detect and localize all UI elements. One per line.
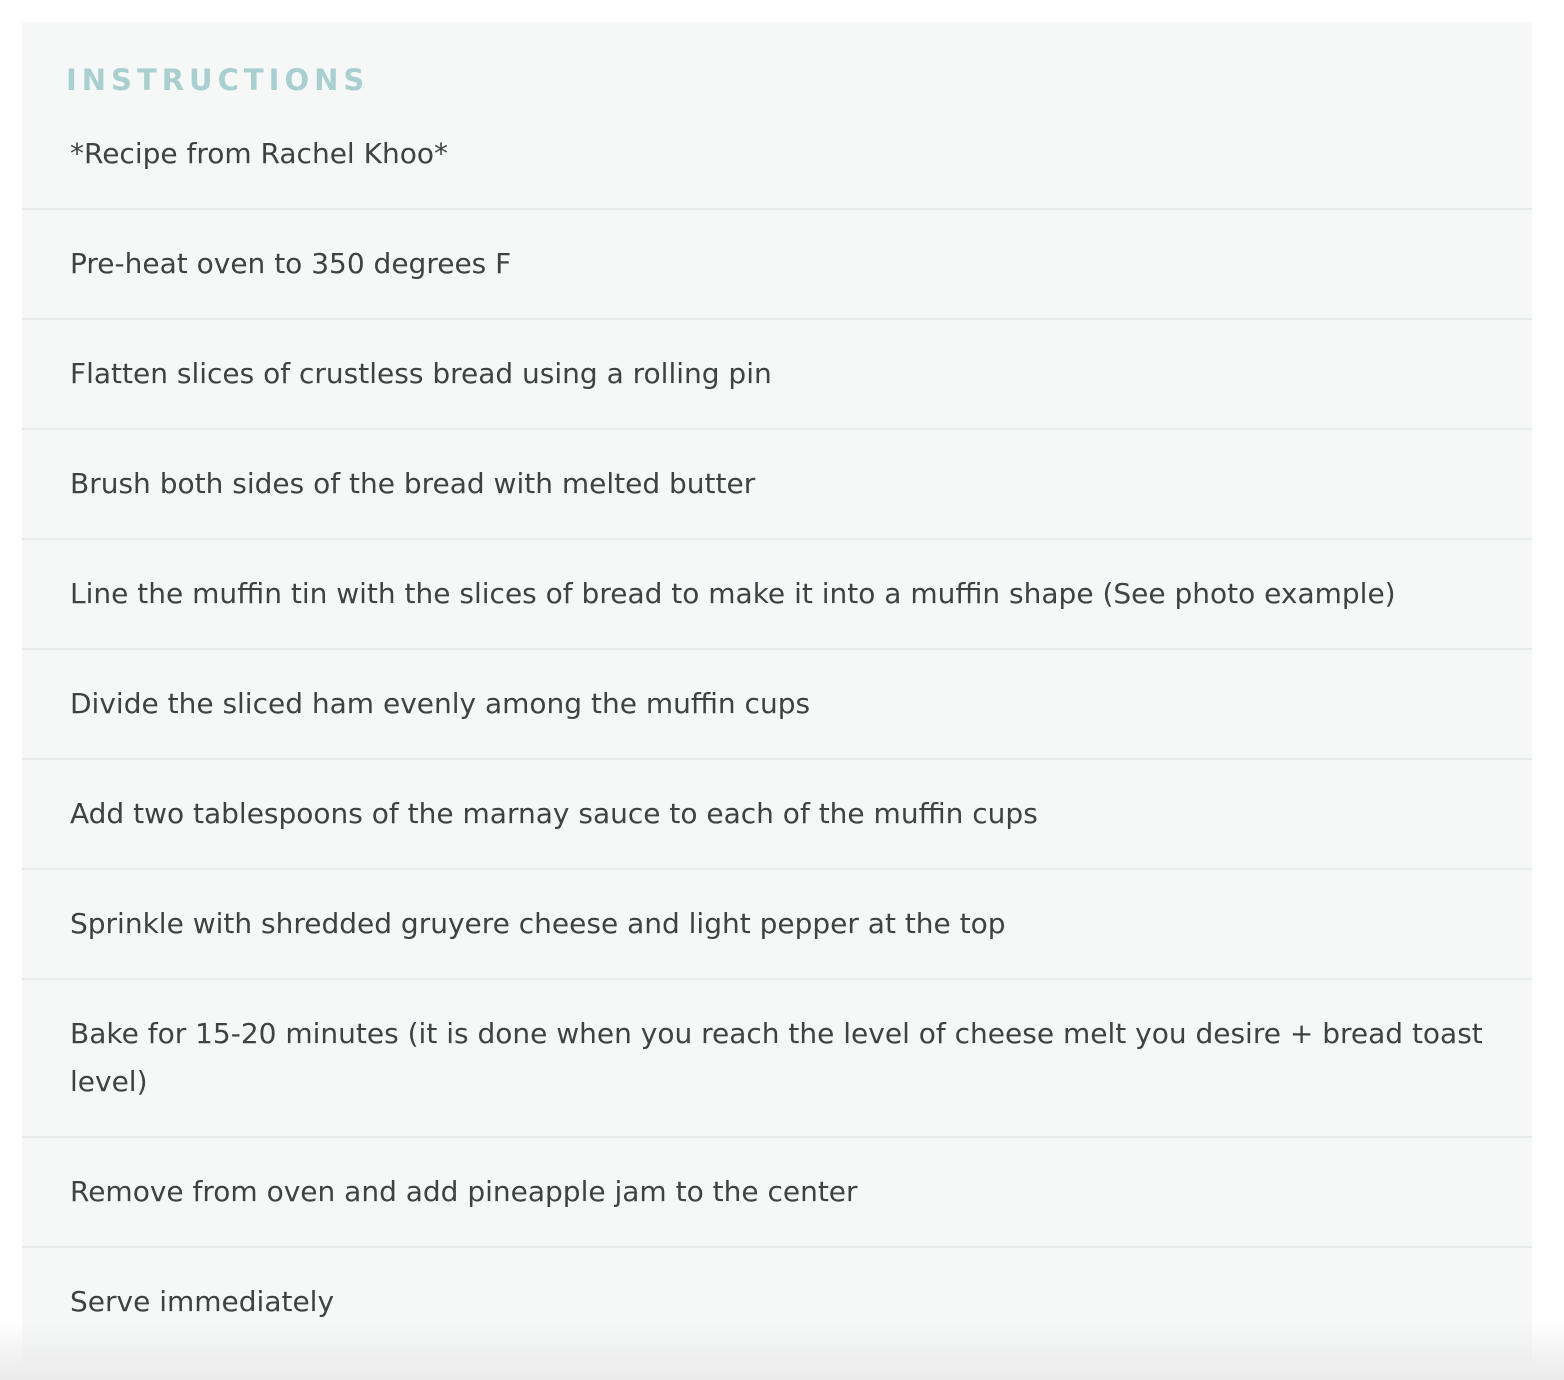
instruction-step [22, 124, 1532, 208]
instruction-step [22, 1246, 1532, 1356]
instruction-step-text: Brush both sides of the bread with melted butter [70, 467, 756, 500]
instruction-step-text: Sprinkle with shredded gruyere cheese and light pepper at the top [70, 907, 1006, 940]
instruction-step-text: Add two tablespoons of the marnay sauce to each of the muffin cups [70, 797, 1038, 830]
instruction-step-text: Line the muffin tin with the slices of bread to make it into a muffin shape (See photo example) [70, 577, 1396, 610]
instruction-step-text: Remove from oven and add pineapple jam to the center [70, 1175, 858, 1208]
instructions-list [22, 124, 1532, 1356]
instruction-step-text: Serve immediately [70, 1285, 335, 1318]
instruction-step [22, 648, 1532, 758]
instruction-step [22, 538, 1532, 648]
instruction-step-text: Flatten slices of crustless bread using a rolling pin [70, 357, 772, 390]
instruction-step [22, 318, 1532, 428]
instruction-step [22, 208, 1532, 318]
instructions-card [22, 22, 1532, 1362]
instruction-step-text: Pre-heat oven to 350 degrees F [70, 247, 512, 280]
instruction-step [22, 978, 1532, 1136]
instruction-step [22, 1136, 1532, 1246]
instruction-step-text: Divide the sliced ham evenly among the muffin cups [70, 687, 811, 720]
instruction-step [22, 428, 1532, 538]
instruction-step-text: Bake for 15-20 minutes (it is done when you reach the level of cheese melt you desire + bread toast level) [70, 1017, 1483, 1098]
instruction-step [22, 758, 1532, 868]
instructions-heading: INSTRUCTIONS [66, 63, 370, 97]
instruction-step-text: *Recipe from Rachel Khoo* [70, 137, 448, 170]
instruction-step [22, 868, 1532, 978]
